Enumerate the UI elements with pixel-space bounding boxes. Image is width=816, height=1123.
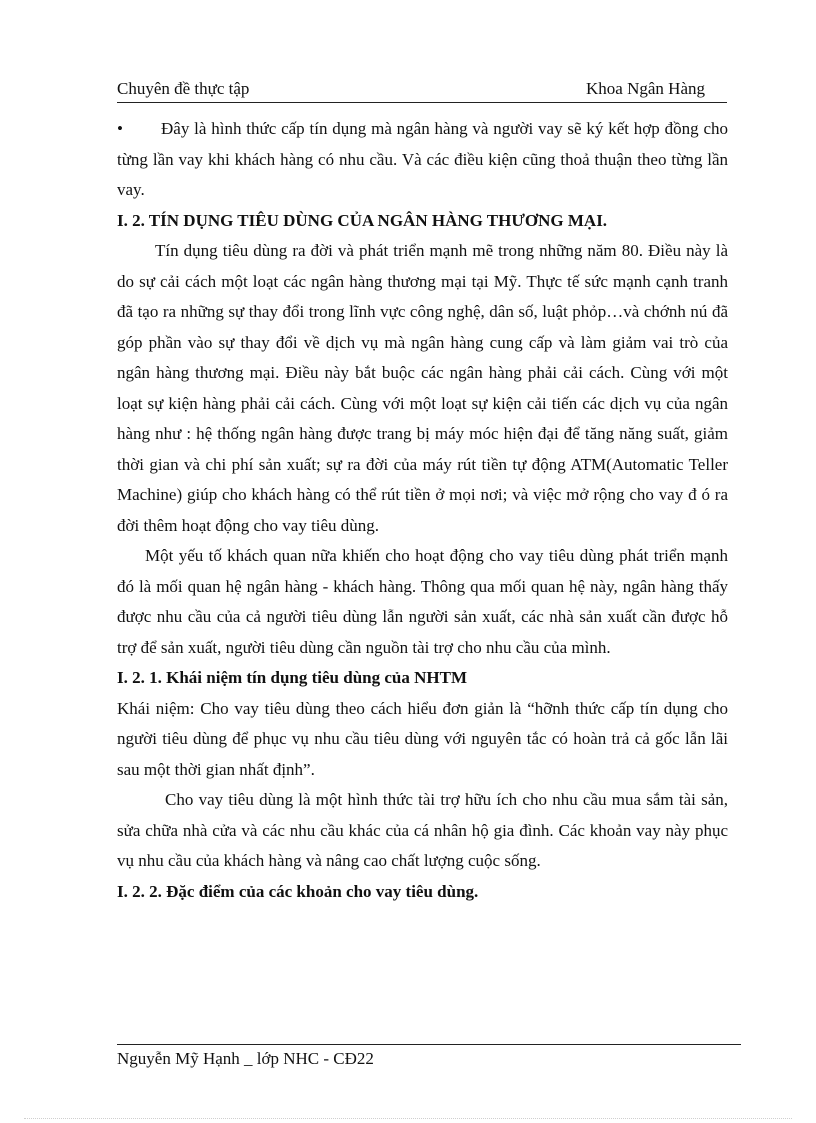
page-content bbox=[117, 114, 728, 907]
footer-author: Nguyễn Mỹ Hạnh _ lớp NHC - CĐ22 bbox=[117, 1049, 374, 1068]
header-right-title: Khoa Ngân Hàng bbox=[586, 79, 705, 98]
paragraph-consumer-credit-history: Tín dụng tiêu dùng ra đời và phát triển mạnh mẽ trong những năm 80. Điều này là do sự cải cách một loạt các ngân hàng thương mại tại Mỹ. Thực tế sức mạnh cạnh tranh đã tạo ra những sự thay đổi trong lĩnh vực công nghệ, dân số, luật phỏp…và chớnh nú đã góp phần vào sự thay đổi về dịch vụ mà ngân hàng cung cấp và làm giảm vai trò của ngân hàng thương mại. Điều này bắt buộc các ngân hàng phải cải cách. Cùng với một loạt sự kiện hàng phải cải cách. Cùng với một loạt sự kiện cải tiến các dịch vụ của ngân hàng như : hệ thống ngân hàng được trang bị máy móc hiện đại để tăng năng suất, giảm thời gian và chi phí sản xuất; sự ra đời của máy rút tiền tự động ATM(Automatic Teller Machine) giúp cho khách hàng có thể rút tiền ở mọi nơi; và việc mở rộng cho vay đ ó ra đời thêm hoạt động cho vay tiêu dùng. bbox=[117, 241, 728, 535]
footer-divider bbox=[117, 1044, 741, 1045]
paragraph-customer-relationship: Một yếu tố khách quan nữa khiến cho hoạt động cho vay tiêu dùng phát triển mạnh đó là mối quan hệ ngân hàng - khách hàng. Thông qua mối quan hệ này, ngân hàng thấy được nhu cầu của cả người tiêu dùng lẫn người sản xuất, các nhà sản xuất cần được hỗ trợ để sản xuất, người tiêu dùng cần nguồn tài trợ cho nhu cầu của mình. bbox=[117, 546, 728, 657]
section-heading-i-2-2: I. 2. 2. Đặc điểm của các khoản cho vay tiêu dùng. bbox=[117, 881, 479, 901]
page-bottom-dotted-line bbox=[24, 1118, 792, 1119]
paragraph-definition: Khái niệm: Cho vay tiêu dùng theo cách hiểu đơn giản là “hỡnh thức cấp tín dụng cho người tiêu dùng để phục vụ nhu cầu tiêu dùng với nguyên tắc có hoàn trả cả gốc lẫn lãi sau một thời gian nhất định”. bbox=[117, 698, 728, 779]
bullet-paragraph bbox=[117, 114, 728, 206]
header-divider bbox=[117, 102, 727, 103]
page-header bbox=[117, 77, 727, 103]
header-left-title: Chuyên đề thực tập bbox=[117, 79, 250, 98]
section-heading-i-2: I. 2. TÍN DỤNG TIÊU DÙNG CỦA NGÂN HÀNG THƯƠNG MẠI. bbox=[117, 210, 608, 230]
section-heading-i-2-1: I. 2. 1. Khái niệm tín dụng tiêu dùng của NHTM bbox=[117, 668, 467, 687]
bullet-text: Đây là hình thức cấp tín dụng mà ngân hàng và người vay sẽ ký kết hợp đồng cho từng lần vay khi khách hàng có nhu cầu. Và các điều kiện cũng thoả thuận theo từng lần vay. bbox=[117, 119, 728, 199]
paragraph-consumer-loan-purpose: Cho vay tiêu dùng là một hình thức tài trợ hữu ích cho nhu cầu mua sắm tài sản, sửa chữa nhà cửa và các nhu cầu khác của cá nhân hộ gia đình. Các khoản vay này phục vụ nhu cầu của khách hàng và nâng cao chất lượng cuộc sống. bbox=[117, 790, 728, 870]
bullet-icon: • bbox=[117, 119, 123, 138]
